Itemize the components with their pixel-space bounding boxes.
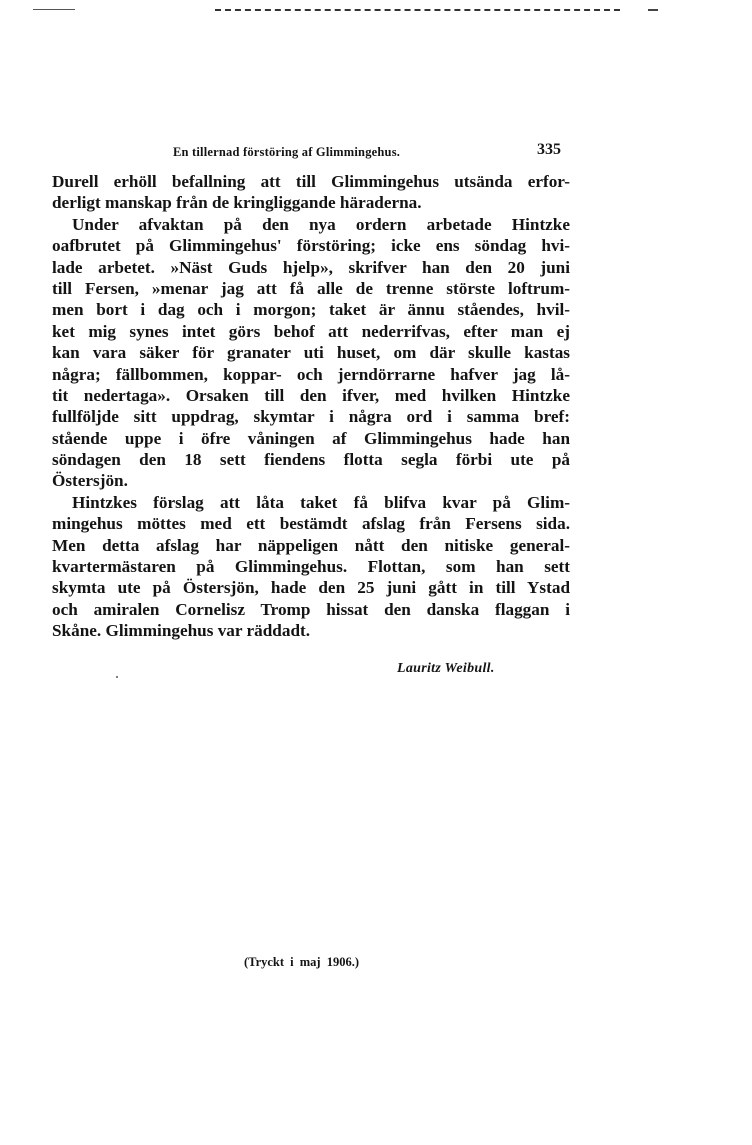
text-line: skymta ute på Östersjön, hade den 25 juni gått in till Ystad — [52, 578, 570, 598]
text-line: men bort i dag och i morgon; taket är ännu ståendes, hvil- — [52, 300, 570, 320]
text-line: kvartermästaren på Glimmingehus. Flottan, som han sett — [52, 557, 570, 577]
text-line: ket mig synes intet görs behof att nederrifvas, efter man ej — [52, 321, 570, 341]
scan-edge-mark-left — [33, 9, 75, 10]
running-title: En tillernad förstöring af Glimmingehus. — [173, 145, 401, 159]
text-line: kan vara säker för granater uti huset, om där skulle kastas — [52, 343, 570, 363]
text-line: derligt manskap från de kringliggande häraderna. — [52, 193, 422, 213]
print-note: (Tryckt i maj 1906.) — [244, 955, 359, 969]
text-line: söndagen den 18 sett fiendens flotta segla förbi ute på — [52, 450, 570, 470]
text-line: Skåne. Glimmingehus var räddadt. — [52, 621, 311, 641]
text-line: mingehus möttes med ett bestämdt afslag från Fersens sida. — [52, 514, 570, 534]
text-line: lade arbetet. »Näst Guds hjelp», skrifver han den 20 juni — [52, 257, 570, 277]
text-line: oafbrutet på Glimmingehus' förstöring; icke ens söndag hvi- — [52, 236, 570, 256]
text-line: Hintzkes förslag att låta taket få blifva kvar på Glim- — [72, 492, 570, 512]
text-line: några; fällbommen, koppar- och jerndörrarne hafver jag lå- — [52, 364, 570, 384]
scan-edge-mark-center — [215, 9, 620, 11]
text-line: Durell erhöll befallning att till Glimmingehus utsända erfor- — [52, 172, 570, 191]
text-line: tit nedertaga». Orsaken till den ifver, med hvilken Hintzke — [52, 385, 570, 405]
text-line: till Fersen, »menar jag att få alle de trenne störste loftrum- — [52, 278, 570, 298]
text-line: Under afvaktan på den nya ordern arbetade Hintzke — [72, 214, 570, 234]
text-line: Men detta afslag har näppeligen nått den nitiske general- — [52, 535, 570, 555]
text-line: och amiralen Cornelisz Tromp hissat den danska flaggan i — [52, 599, 570, 619]
text-line: Östersjön. — [52, 471, 128, 491]
scan-edge-mark-right — [648, 9, 658, 11]
page-number: 335 — [537, 141, 561, 158]
print-speck — [116, 676, 118, 678]
author-signature: Lauritz Weibull. — [397, 661, 495, 676]
text-line: stående uppe i öfre våningen af Glimmingehus hade han — [52, 428, 570, 448]
text-line: fullföljde sitt uppdrag, skymtar i några ord i samma bref: — [52, 407, 570, 427]
body-text — [52, 171, 570, 642]
